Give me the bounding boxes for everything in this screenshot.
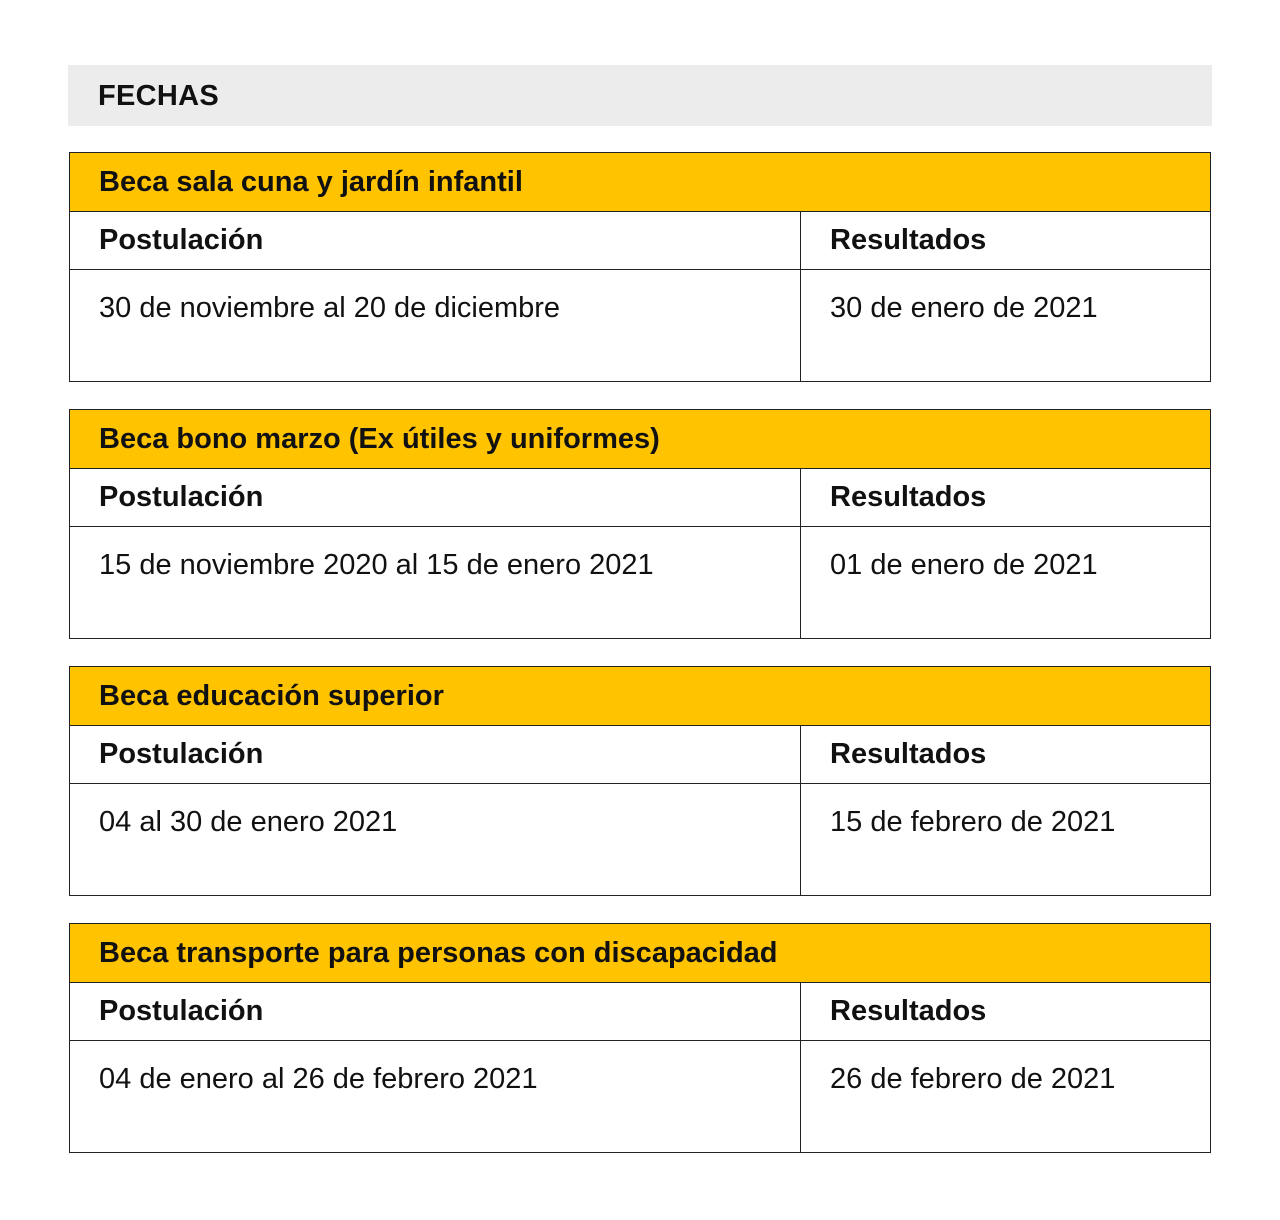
- beca-value-row: [70, 270, 1210, 381]
- resultados-label: Resultados: [830, 224, 987, 256]
- beca-title: Beca educación superior: [99, 680, 444, 712]
- beca-value-row: [70, 1041, 1210, 1152]
- resultados-label: Resultados: [830, 995, 987, 1027]
- postulacion-header-cell: [70, 469, 801, 526]
- postulacion-header-cell: [70, 983, 801, 1040]
- resultados-label: Resultados: [830, 481, 987, 513]
- resultados-value: 15 de febrero de 2021: [830, 806, 1116, 838]
- beca-title: Beca sala cuna y jardín infantil: [99, 166, 523, 198]
- beca-value-row: [70, 527, 1210, 638]
- beca-head-row: [70, 469, 1210, 527]
- postulacion-label: Postulación: [99, 224, 264, 256]
- postulacion-value-cell: [70, 527, 801, 638]
- resultados-value-cell: [801, 270, 1210, 381]
- beca-title-row: [70, 410, 1210, 469]
- resultados-label: Resultados: [830, 738, 987, 770]
- beca-head-row: [70, 726, 1210, 784]
- resultados-header-cell: [801, 469, 1210, 526]
- beca-head-row: [70, 983, 1210, 1041]
- postulacion-header-cell: [70, 212, 801, 269]
- postulacion-label: Postulación: [99, 738, 264, 770]
- resultados-value: 26 de febrero de 2021: [830, 1063, 1116, 1095]
- postulacion-value: 04 de enero al 26 de febrero 2021: [99, 1063, 538, 1095]
- beca-value-row: [70, 784, 1210, 895]
- postulacion-value-cell: [70, 270, 801, 381]
- beca-table-bono-marzo: [69, 409, 1211, 639]
- beca-title-row: [70, 153, 1210, 212]
- resultados-header-cell: [801, 212, 1210, 269]
- postulacion-value-cell: [70, 1041, 801, 1152]
- beca-table-educacion-superior: [69, 666, 1211, 896]
- resultados-header-cell: [801, 726, 1210, 783]
- postulacion-label: Postulación: [99, 995, 264, 1027]
- postulacion-value: 15 de noviembre 2020 al 15 de enero 2021: [99, 549, 654, 581]
- page-header: [68, 65, 1212, 126]
- beca-table-sala-cuna: [69, 152, 1211, 382]
- beca-title-row: [70, 667, 1210, 726]
- resultados-value-cell: [801, 1041, 1210, 1152]
- postulacion-value: 30 de noviembre al 20 de diciembre: [99, 292, 561, 324]
- resultados-header-cell: [801, 983, 1210, 1040]
- beca-title-row: [70, 924, 1210, 983]
- beca-title: Beca bono marzo (Ex útiles y uniformes): [99, 423, 660, 455]
- postulacion-header-cell: [70, 726, 801, 783]
- postulacion-value: 04 al 30 de enero 2021: [99, 806, 398, 838]
- beca-table-transporte: [69, 923, 1211, 1153]
- postulacion-label: Postulación: [99, 481, 264, 513]
- postulacion-value-cell: [70, 784, 801, 895]
- beca-title: Beca transporte para personas con discapacidad: [99, 937, 778, 969]
- resultados-value: 30 de enero de 2021: [830, 292, 1098, 324]
- beca-head-row: [70, 212, 1210, 270]
- page-title: FECHAS: [98, 80, 220, 112]
- resultados-value-cell: [801, 527, 1210, 638]
- resultados-value-cell: [801, 784, 1210, 895]
- resultados-value: 01 de enero de 2021: [830, 549, 1098, 581]
